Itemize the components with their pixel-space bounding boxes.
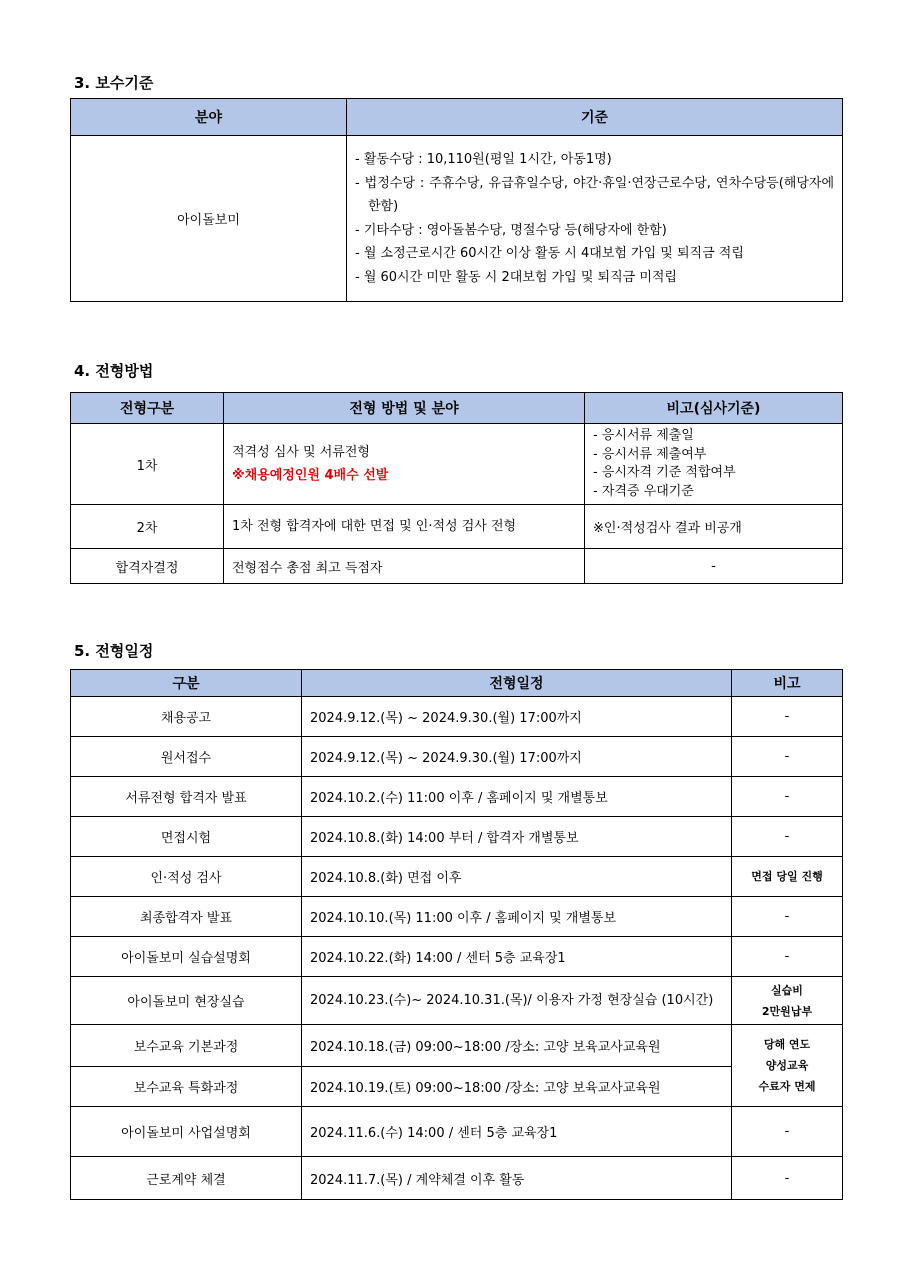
category-cell: 근로계약 체결 [71, 1157, 302, 1200]
schedule-cell: 2024.10.19.(토) 09:00~18:00 /장소: 고양 보육교사교육원 [302, 1067, 732, 1107]
note-line: 2만원납부 [761, 1004, 813, 1018]
schedule-cell: 2024.11.7.(목) / 계약체결 이후 활동 [302, 1157, 732, 1200]
criteria-cell [347, 136, 843, 302]
method-cell: 전형점수 총점 최고 득점자 [224, 549, 585, 584]
note-cell: - [732, 897, 843, 937]
stage-cell: 합격자결정 [71, 549, 224, 584]
category-cell: 아이돌보미 사업설명회 [71, 1107, 302, 1157]
category-cell: 아이돌보미 현장실습 [71, 977, 302, 1025]
category-cell: 인·적성 검사 [71, 857, 302, 897]
note-cell [732, 977, 843, 1025]
criteria-item: - 응시서류 제출일 [593, 428, 694, 443]
schedule-table [70, 669, 843, 1200]
schedule-cell: 2024.9.12.(목) ~ 2024.9.30.(월) 17:00까지 [302, 737, 732, 777]
stage-cell: 2차 [71, 505, 224, 549]
schedule-cell: 2024.10.8.(화) 14:00 부터 / 합격자 개별통보 [302, 817, 732, 857]
section-title-method: 4. 전형방법 [74, 362, 154, 380]
note-cell: 면접 당일 진행 [732, 857, 843, 897]
note-line: 양성교육 [765, 1059, 809, 1072]
criteria-item: - 월 60시간 미만 활동 시 2대보험 가입 및 퇴직금 미적립 [355, 269, 677, 285]
header-method: 전형 방법 및 분야 [224, 393, 585, 424]
note-cell: - [732, 777, 843, 817]
category-cell: 최종합격자 발표 [71, 897, 302, 937]
table-row [71, 1025, 843, 1067]
note-cell: - [732, 1157, 843, 1200]
note-cell: - [732, 937, 843, 977]
table-row [71, 777, 843, 817]
note-cell: - [732, 697, 843, 737]
criteria-item: - 법정수당 : 주휴수당, 유급휴일수당, 야간·휴일·연장근로수당, 연차수당등(해당자에 한함) [355, 175, 834, 214]
category-cell: 보수교육 특화과정 [71, 1067, 302, 1107]
table-row [71, 977, 843, 1025]
method-note-red: ※채용예정인원 4배수 선발 [232, 468, 389, 483]
method-cell [224, 424, 585, 505]
criteria-item: - 응시서류 제출여부 [593, 446, 707, 462]
category-cell: 면접시험 [71, 817, 302, 857]
criteria-cell: ※인·적성검사 결과 비공개 [585, 505, 843, 549]
schedule-cell: 2024.10.22.(화) 14:00 / 센터 5층 교육장1 [302, 937, 732, 977]
stage-cell: 1차 [71, 424, 224, 505]
schedule-cell: 2024.10.2.(수) 11:00 이후 / 홈페이지 및 개별통보 [302, 777, 732, 817]
header-category: 구분 [71, 670, 302, 697]
header-note: 비고 [732, 670, 843, 697]
criteria-cell [585, 424, 843, 505]
method-cell: 1차 전형 합격자에 대한 면접 및 인·적성 검사 전형 [224, 505, 585, 549]
field-cell: 아이돌보미 [71, 136, 347, 302]
schedule-cell: 2024.9.12.(목) ~ 2024.9.30.(월) 17:00까지 [302, 697, 732, 737]
table-row [71, 897, 843, 937]
table-row [71, 737, 843, 777]
criteria-cell: - [585, 549, 843, 584]
category-cell: 보수교육 기본과정 [71, 1025, 302, 1067]
note-line: 실습비 [771, 983, 803, 997]
table-row [71, 857, 843, 897]
note-cell: - [732, 737, 843, 777]
header-criteria: 기준 [347, 99, 843, 136]
criteria-item: - 기타수당 : 영아돌봄수당, 명절수당 등(해당자에 한함) [355, 222, 667, 238]
category-cell: 아이돌보미 실습설명회 [71, 937, 302, 977]
method-text: 적격성 심사 및 서류전형 [232, 445, 370, 460]
schedule-cell: 2024.10.8.(화) 면접 이후 [302, 857, 732, 897]
section-title-schedule: 5. 전형일정 [74, 642, 154, 660]
table-row [71, 1157, 843, 1200]
header-criteria: 비고(심사기준) [585, 393, 843, 424]
section-title-pay: 3. 보수기준 [74, 74, 154, 92]
table-row [71, 1067, 843, 1107]
note-line: 수료자 면제 [758, 1080, 816, 1093]
schedule-cell: 2024.10.18.(금) 09:00~18:00 /장소: 고양 보육교사교육원 [302, 1025, 732, 1067]
schedule-cell: 2024.11.6.(수) 14:00 / 센터 5층 교육장1 [302, 1107, 732, 1157]
table-row [71, 817, 843, 857]
criteria-item: - 월 소정근로시간 60시간 이상 활동 시 4대보험 가입 및 퇴직금 적립 [355, 246, 744, 261]
schedule-cell: 2024.10.23.(수)~ 2024.10.31.(목)/ 이용자 가정 현장실습 (10시간) [302, 977, 732, 1025]
note-line: 당해 연도 [763, 1038, 811, 1051]
table-row [71, 937, 843, 977]
category-cell: 채용공고 [71, 697, 302, 737]
header-stage: 전형구분 [71, 393, 224, 424]
header-field: 분야 [71, 99, 347, 136]
table-row [71, 1107, 843, 1157]
category-cell: 서류전형 합격자 발표 [71, 777, 302, 817]
method-table [70, 392, 843, 584]
criteria-item: - 자격증 우대기준 [593, 483, 694, 499]
category-cell: 원서접수 [71, 737, 302, 777]
criteria-item: - 활동수당 : 10,110원(평일 1시간, 아동1명) [355, 152, 612, 167]
schedule-cell: 2024.10.10.(목) 11:00 이후 / 홈페이지 및 개별통보 [302, 897, 732, 937]
header-schedule: 전형일정 [302, 670, 732, 697]
note-cell [732, 1025, 843, 1107]
note-cell: - [732, 817, 843, 857]
pay-table [70, 98, 843, 302]
note-cell: - [732, 1107, 843, 1157]
table-row [71, 697, 843, 737]
criteria-item: - 응시자격 기준 적합여부 [593, 465, 736, 480]
